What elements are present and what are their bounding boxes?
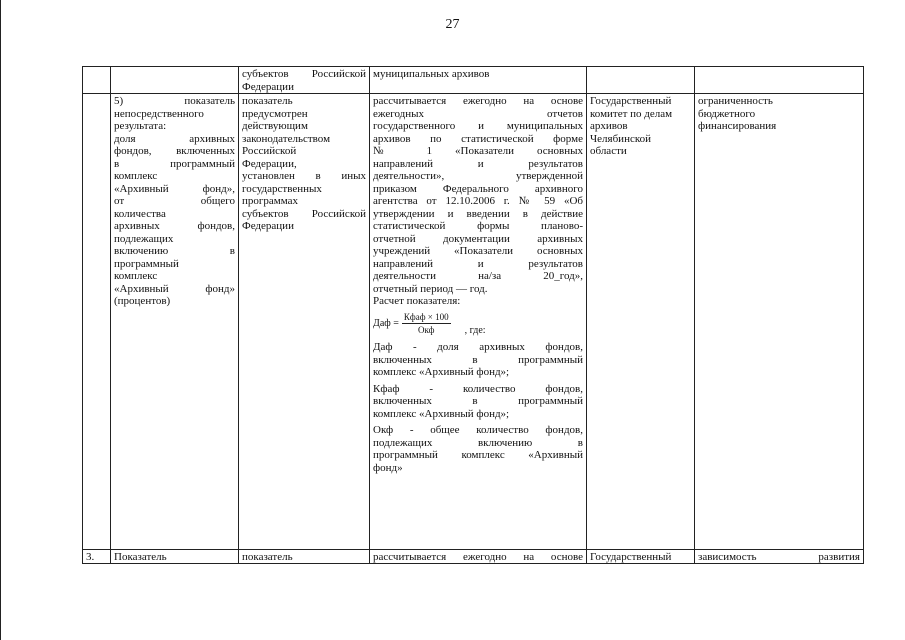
cell-indicator: 5) показатель непосредственного результата: доля архивных фондов, включенных в программный комплекс «Архивный фонд», от общего количества архивных фондов, подлежащих включению в программный комплекс «Архивный фонд» (процентов)	[111, 94, 239, 550]
cell-method: рассчитывается ежегодно на основе	[370, 550, 587, 564]
cell-basis: субъектов Российской Федерации	[239, 67, 370, 94]
definition-okf: Окф - общее количество фондов, подлежащих включению в программный комплекс «Архивный фонд»	[373, 424, 583, 474]
cell-risks: ограниченность бюджетного финансирования	[695, 94, 864, 550]
cell-method: муниципальных архивов	[370, 67, 587, 94]
cell-indicator: Показатель	[111, 550, 239, 564]
cell-responsible	[587, 67, 695, 94]
cell-indicator	[111, 67, 239, 94]
page-number: 27	[445, 17, 460, 32]
formula-denominator: Окф	[418, 325, 435, 336]
cell-risks	[695, 67, 864, 94]
cell-risks: зависимость развития	[695, 550, 864, 564]
table-row-continuation	[83, 67, 864, 94]
cell-number: 3.	[83, 550, 111, 564]
table-row-indicator-5	[83, 94, 864, 550]
cell-basis: показатель	[239, 550, 370, 564]
cell-basis: показатель предусмотрен действующим законодательством Российской Федерации, установлен в иных государственных программах субъектов Российской Федерации	[239, 94, 370, 550]
formula-lhs: Даф =	[373, 317, 399, 329]
indicator-table	[82, 66, 864, 564]
formula-fraction	[402, 312, 451, 335]
cell-number	[83, 67, 111, 94]
cell-responsible: Государственный	[587, 550, 695, 564]
formula-numerator: Кфаф × 100	[403, 312, 449, 323]
definition-kfaf: Кфаф - количество фондов, включенных в программный комплекс «Архивный фонд»;	[373, 382, 583, 420]
cell-responsible: Государственный комитет по делам архивов Челябинской области	[587, 94, 695, 550]
definition-daf: Даф - доля архивных фондов, включенных в программный комплекс «Архивный фонд»;	[373, 341, 583, 378]
cell-number	[83, 94, 111, 550]
calculation-formula	[373, 311, 583, 338]
page-edge-line	[0, 0, 1, 640]
formula-suffix: , где:	[464, 324, 486, 336]
table-row-indicator-3	[83, 550, 864, 564]
cell-method: рассчитывается ежегодно на основе ежегодных отчетов государственного и муниципальных архивов по статистической форме № 1 «Показатели основных направлений и результатов деятельности», утвержденной приказом Федерального архивного агентства от 12.10.2006 г. № 59 «Об утверждении и введении в действие статистической формы планово- отчетной документации архивных учреждений «Показатели основных направлений и результатов деятельности на/за 20_год», отчетный период — год. Расчет показателя: Даф = $\frac{\text{Кфаф × 100}}{\text{Окф}}$ , где: Даф - доля архивных фондов, включенных в программный комплекс «Архивный фонд»; Кфаф - количество фондов, включенных в программный комплекс «Архивный фонд»; Окф - общее количество фондов, подлежащих включению в программный комплекс «Архивный фонд»	[370, 94, 587, 550]
